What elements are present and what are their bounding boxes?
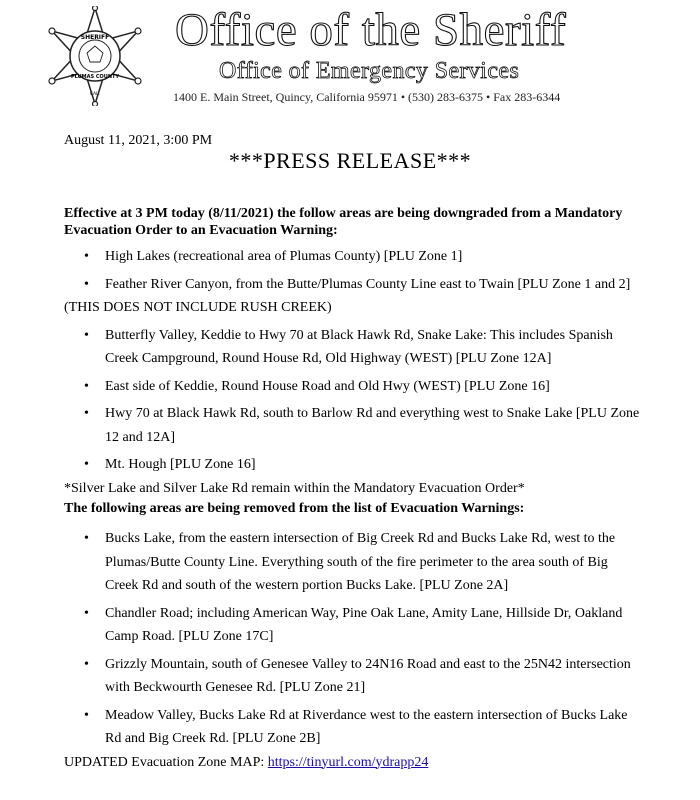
removal-list xyxy=(64,527,644,751)
list-item: • Hwy 70 at Black Hawk Rd, south to Barlow Rd and everything west to Snake Lake [PLU Zone 12 and 12A] xyxy=(64,402,644,449)
badge-bottom-text: PLUMAS COUNTY xyxy=(70,74,120,80)
office-subtitle: Office of Emergency Services xyxy=(219,58,520,84)
office-address: 1400 E. Main Street, Quincy, California 95971 • (530) 283-6375 • Fax 283-6344 xyxy=(173,90,561,104)
list-item: • High Lakes (recreational area of Plumas County) [PLU Zone 1] xyxy=(64,245,644,269)
release-date: August 11, 2021, 3:00 PM xyxy=(64,133,213,148)
list-item: • Butterfly Valley, Keddie to Hwy 70 at Black Hawk Rd, Snake Lake: This includes Spanish Creek Campground, Round House Rd, Old Highway (WEST) [PLU Zone 12A] xyxy=(64,324,644,371)
list-item: • Meadow Valley, Bucks Lake Rd at Riverdance west to the eastern intersection of Bucks Lake Rd and Big Creek Rd. [PLU Zone 2B] xyxy=(64,704,644,751)
map-label: UPDATED Evacuation Zone MAP: xyxy=(64,754,268,770)
badge-top-text: SHERIFF xyxy=(80,34,110,41)
badge-state-text: CAL. xyxy=(89,92,101,97)
rush-creek-note: (THIS DOES NOT INCLUDE RUSH CREEK) xyxy=(64,300,332,315)
list-item: • Feather River Canyon, from the Butte/Plumas County Line east to Twain [PLU Zone 1 and 2] xyxy=(64,273,644,297)
release-body xyxy=(64,205,644,774)
downgrade-intro: Effective at 3 PM today (8/11/2021) the follow areas are being downgraded from a Mandatory Evacuation Order to an Evacuation Warning: xyxy=(64,206,623,238)
list-item: • East side of Keddie, Round House Road and Old Hwy (WEST) [PLU Zone 16] xyxy=(64,375,644,399)
downgrade-list-b xyxy=(64,324,644,477)
letterhead xyxy=(0,0,700,110)
list-item: • Bucks Lake, from the eastern intersection of Big Creek Rd and Bucks Lake Rd, west to the Plumas/Butte County Line. Everything south of the fire perimeter to the area south of Big Creek Rd and south of the western portion Bucks Lake. [PLU Zone 2A] xyxy=(64,527,644,598)
sheriff-star-badge-icon xyxy=(43,6,147,106)
silver-lake-note: *Silver Lake and Silver Lake Rd remain within the Mandatory Evacuation Order* xyxy=(64,480,525,496)
removal-intro: The following areas are being removed from the list of Evacuation Warnings: xyxy=(64,501,525,516)
office-title: Office of the Sheriff xyxy=(175,4,567,56)
map-line xyxy=(64,751,644,775)
downgrade-list-a xyxy=(64,245,644,296)
map-link[interactable]: https://tinyurl.com/ydrapp24 xyxy=(267,754,429,770)
list-item: • Chandler Road; including American Way, Pine Oak Lane, Amity Lane, Hillside Dr, Oakland Camp Road. [PLU Zone 17C] xyxy=(64,602,644,649)
list-item: • Mt. Hough [PLU Zone 16] xyxy=(64,453,644,477)
press-release-heading: ***PRESS RELEASE*** xyxy=(228,148,472,173)
list-item: • Grizzly Mountain, south of Genesee Valley to 24N16 Road and east to the 25N42 intersection with Beckwourth Genesee Rd. [PLU Zone 21] xyxy=(64,653,644,700)
